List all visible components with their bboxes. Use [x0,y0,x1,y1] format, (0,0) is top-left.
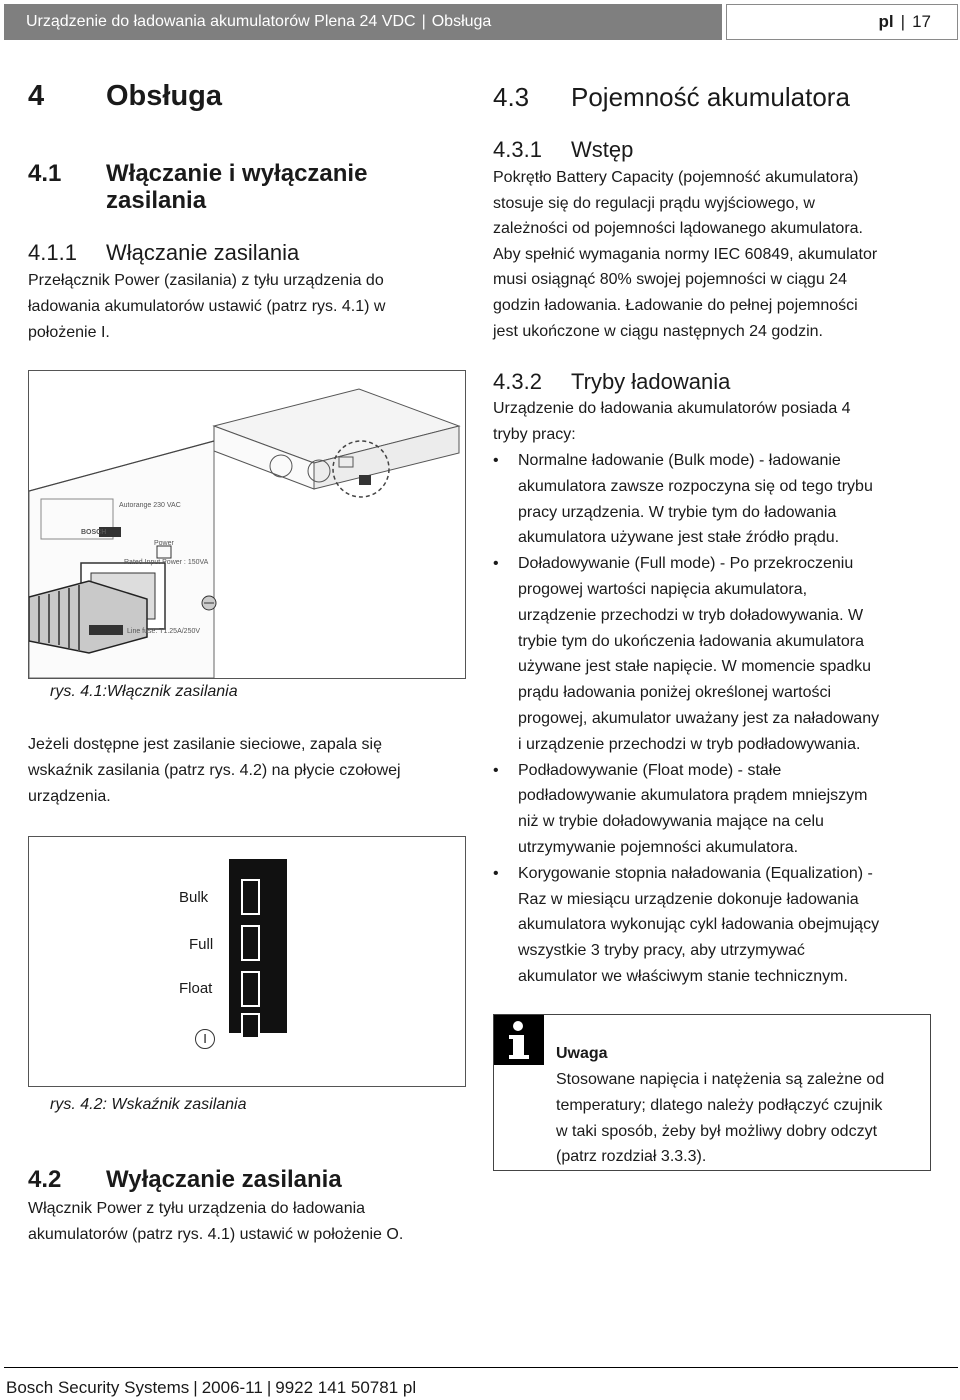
note-line: Stosowane napięcia i natężenia są zależne od [556,1071,885,1088]
figure-power-indicator [28,836,466,1087]
section-4-3-1-number: 4.3.1 [493,137,542,162]
fig1-power-label: Power [154,540,174,547]
section-4-3-1-title: Wstęp [571,137,634,162]
header-title: Urządzenie do ładowania akumulatorów Plena 24 VDC [26,13,416,30]
list-line: • Podładowywanie (Float mode) - stałe [518,761,782,779]
section-4-3-2-number: 4.3.2 [493,369,542,394]
header-separator: | [421,13,426,30]
note-line: temperatury; dlatego należy podłączyć czujnik [556,1096,883,1114]
list-line: prądu ładowania poniżej określonej wartości [518,684,832,702]
header-page-number: 17 [912,12,931,31]
list-line: akumulatora wykonując cykl ładowania obejmujący [518,916,880,934]
list-line: podładowywanie akumulatora prądem mniejszym [518,787,868,805]
fig1-brand-label: BOSCH [81,529,107,536]
fig1-fuse-label: Line fuse: T1.25A/250V [127,628,201,635]
rear-panel-illustration [29,371,465,678]
label-float: Float [179,980,213,997]
section-4-3-number: 4.3 [493,82,530,112]
section-4-1-number: 4.1 [28,160,62,187]
note-title: Uwaga [556,1045,608,1062]
label-full: Full [189,936,214,953]
list-line: • Doładowywanie (Full mode) - Po przekroczeniu [518,555,854,573]
list-line: używane jest stałe napięcie. W momencie spadku [518,658,872,676]
led-bulk [241,879,260,915]
body-line: Przełącznik Power (zasilania) z tyłu urządzenia do [28,272,384,289]
led-power [241,1013,260,1037]
list-line: • Normalne ładowanie (Bulk mode) - ładowanie [518,452,841,469]
section-4-1-1-number: 4.1.1 [28,240,77,265]
list-line: wszystkie 3 tryby pracy, aby utrzymywać [518,942,805,960]
header-page-box [726,4,958,40]
section-4-2-heading [28,1166,342,1193]
chapter-heading [28,80,222,113]
header-bar [4,4,722,40]
section-4-1-heading [28,160,367,214]
body-line: wskaźnik zasilania (patrz rys. 4.2) na płycie czołowej [28,761,401,779]
section-4-3-2-heading [493,369,730,395]
body-line: Urządzenie do ładowania akumulatorów posiada 4 [493,400,851,417]
footer-company: Bosch Security Systems [6,1378,190,1397]
footer-date: 2006-11 [201,1378,263,1397]
section-4-3-2-intro [493,396,943,447]
footer-docnum: 9922 141 50781 [275,1378,399,1397]
page-footer: Bosch Security Systems | 2006-11 | 9922 141 50781 pl [6,1378,417,1397]
section-4-1-1-title: Włączanie zasilania [106,240,300,265]
power-symbol-icon: I [195,1029,215,1049]
footer-lang: pl [402,1378,417,1397]
section-4-1-1-heading [28,240,299,266]
figure-power-switch [28,370,466,679]
section-4-2-body [28,1196,478,1248]
led-full [241,925,260,961]
list-item-float [493,758,943,861]
fig1-voltage-label: Autorange 230 VAC [119,502,181,509]
body-line: urządzenia. [28,787,111,805]
list-item-full [493,551,943,757]
list-line: urządzenie przechodzi w tryb doładowywania. W [518,606,864,624]
figure-4-1-caption: rys. 4.1:Włącznik zasilania [50,683,238,700]
section-4-3-1-body [493,165,943,344]
section-4-1-1-body [28,268,468,345]
info-icon [494,1015,544,1065]
body-line: musi osiągnąć 80% swojej pojemności w ciągu 24 [493,271,847,289]
list-line: akumulator we właściwym stanie technicznym. [518,967,848,985]
body-line: zależności od pojemności lądowanego akumulatora. [493,220,863,238]
header-page-separator: | [900,12,906,31]
list-line: niż w trybie doładowywania mające na celu [518,813,824,831]
body-line: tryby pracy: [493,425,576,443]
section-4-1-title-line1: Włączanie i wyłączanie [106,160,368,187]
note-line: w taki sposób, żeby był możliwy dobry odczyt [556,1122,878,1140]
chapter-number: 4 [28,80,45,112]
figure-4-2-caption: rys. 4.2: Wskaźnik zasilania [50,1096,247,1113]
body-line: stosuje się do regulacji prądu wyjściowego, w [493,194,815,212]
list-line: • Korygowanie stopnia naładowania (Equalization) - [518,864,873,882]
body-line: ładowania akumulatorów ustawić (patrz rys. 4.1) w [28,297,386,315]
list-line: Raz w miesiącu urządzenie dokonuje ładowania [518,890,859,908]
fig1-rated-label: Rated Input Power : 150VA [124,559,209,566]
body-line: położenie I. [28,323,110,341]
list-line: progowej, akumulator uważany jest za naładowany [518,709,880,727]
list-line: trybie tym do ukończenia ładowania akumulatora [518,632,864,650]
list-line: progowej wartości napięcia akumulatora, [518,580,808,598]
body-line: Włącznik Power z tyłu urządzenia do ładowania [28,1200,366,1217]
body-line: jest ukończone w ciągu następnych 24 godzin. [493,322,823,340]
footer-divider [4,1367,958,1368]
note-line: (patrz rozdział 3.3.3). [556,1148,707,1166]
note-body [556,1067,926,1170]
list-line: akumulatora używane jest stałe źródło prądu. [518,529,840,547]
list-line: akumulatora zawsze rozpoczyna się od tego trybu [518,477,873,495]
header-section: Obsługa [431,13,492,30]
section-4-2-number: 4.2 [28,1166,62,1193]
body-line: akumulatorów (patrz rys. 4.1) ustawić w położenie O. [28,1225,404,1243]
body-line: Jeżeli dostępne jest zasilanie sieciowe, zapala się [28,736,382,753]
section-4-3-title: Pojemność akumulatora [571,82,850,112]
section-4-3-heading [493,82,850,113]
charging-modes-list [493,448,943,990]
led-float [241,971,260,1007]
body-line: godzin ładowania. Ładowanie do pełnej pojemności [493,296,858,314]
list-item-equalization [493,861,943,990]
section-4-3-1-heading [493,137,633,163]
body-line: Pokrętło Battery Capacity (pojemność akumulatora) [493,169,859,186]
list-line: pracy urządzenia. W trybie tym do ładowania [518,503,837,521]
list-line: i urządzenie przechodzi w tryb podładowywania. [518,735,861,753]
label-bulk: Bulk [179,889,209,906]
list-item-bulk [493,448,943,551]
note-box [493,1014,931,1171]
section-4-2-title: Wyłączanie zasilania [106,1166,342,1193]
section-4-3-2-title: Tryby ładowania [571,369,731,394]
body-line: Aby spełnić wymagania normy IEC 60849, akumulator [493,245,878,263]
list-line: utrzymywanie pojemności akumulatora. [518,838,799,856]
section-4-1-title-line2: zasilania [106,187,207,214]
chapter-title: Obsługa [106,80,223,112]
header-lang: pl [878,12,894,31]
power-indicator-paragraph [28,732,468,809]
